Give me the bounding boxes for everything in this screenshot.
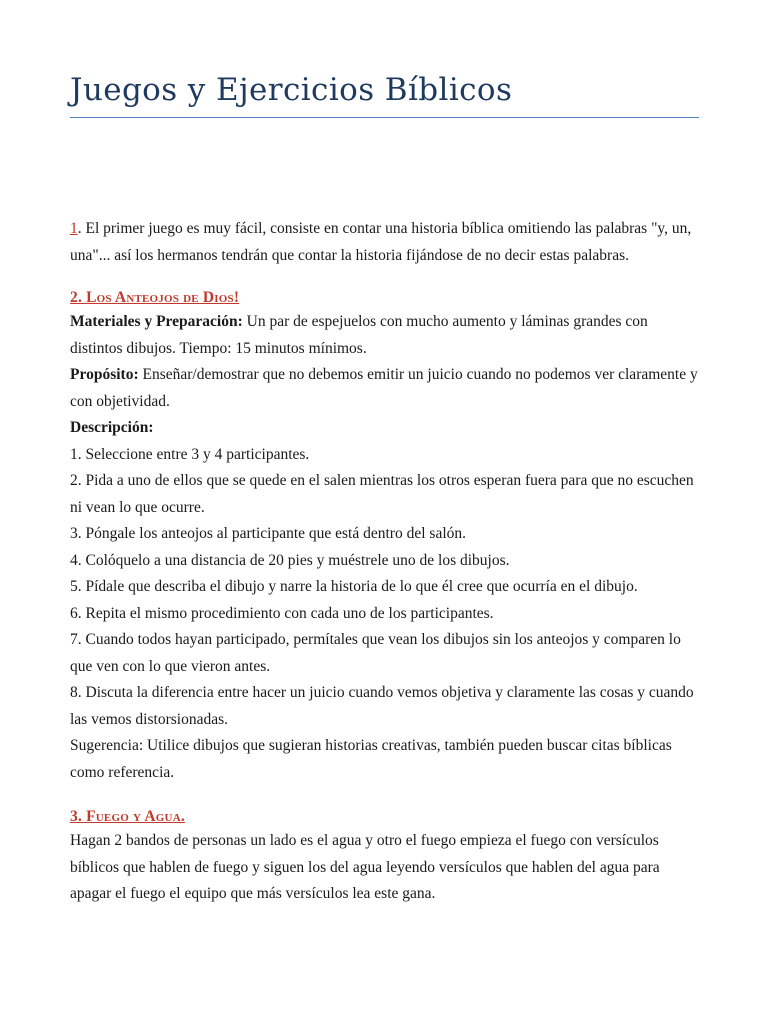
step-1: 1. Seleccione entre 3 y 4 participantes. bbox=[70, 445, 310, 463]
item-1-paragraph bbox=[70, 216, 702, 269]
description-label: Descripción: bbox=[70, 419, 154, 436]
step-5: 5. Pídale que describa el dibujo y narre la historia de lo que él cree que ocurría en el dibujo. bbox=[70, 578, 638, 595]
item-3-paragraph: Hagan 2 bandos de personas un lado es el agua y otro el fuego empieza el fuego con versículos bíblicos que hablen de fuego y siguen los del agua leyendo versículos que hablen del agua para apagar el fuego el equipo que más versículos lea este gana. bbox=[70, 832, 660, 902]
item-1-section bbox=[70, 216, 702, 269]
title-underline bbox=[70, 117, 699, 118]
step-7: 7. Cuando todos hayan participado, permítales que vean los dibujos sin los anteojos y comparen lo que ven con lo que vieron antes. bbox=[70, 631, 681, 675]
item-1-text: . El primer juego es muy fácil, consiste en contar una historia bíblica omitiendo las palabras "y, un, una"... así los hermanos tendrán que contar la historia fijándose de no decir estas palabras. bbox=[70, 220, 692, 264]
item-2-section bbox=[70, 287, 702, 786]
step-8: 8. Discuta la diferencia entre hacer un juicio cuando vemos objetiva y claramente las cosas y cuando las vemos distorsionadas. bbox=[70, 684, 694, 728]
step-4: 4. Colóquelo a una distancia de 20 pies y muéstrele uno de los dibujos. bbox=[70, 551, 510, 569]
materials-label: Materiales y Preparación: bbox=[70, 313, 243, 330]
materials-text: Un par de espejuelos con mucho aumento y láminas grandes con distintos dibujos. Tiempo: 15 minutos mínimos. bbox=[70, 313, 648, 357]
purpose-label: Propósito: bbox=[70, 366, 139, 383]
item-3-heading: 3. Fuego y Agua. bbox=[70, 808, 185, 825]
suggestion-paragraph: Sugerencia: Utilice dibujos que sugieran historias creativas, también pueden buscar citas bíblicas como referencia. bbox=[70, 737, 672, 781]
purpose-text: Enseñar/demostrar que no debemos emitir un juicio cuando no podemos ver claramente y con objetividad. bbox=[70, 366, 698, 410]
step-6: 6. Repita el mismo procedimiento con cada uno de los participantes. bbox=[70, 604, 494, 622]
item-2-heading: 2. Los Anteojos de Dios! bbox=[70, 289, 240, 306]
step-2: 2. Pida a uno de ellos que se quede en el salen mientras los otros esperan fuera para que no escuchen ni vean lo que ocurre. bbox=[70, 472, 694, 516]
item-1-number-link[interactable]: 1 bbox=[70, 220, 78, 237]
materials-paragraph bbox=[70, 309, 702, 362]
item-3-section bbox=[70, 806, 702, 908]
purpose-paragraph bbox=[70, 362, 702, 415]
document-title: Juegos y Ejercicios Bíblicos bbox=[70, 72, 513, 108]
step-3: 3. Póngale los anteojos al participante que está dentro del salón. bbox=[70, 525, 466, 542]
